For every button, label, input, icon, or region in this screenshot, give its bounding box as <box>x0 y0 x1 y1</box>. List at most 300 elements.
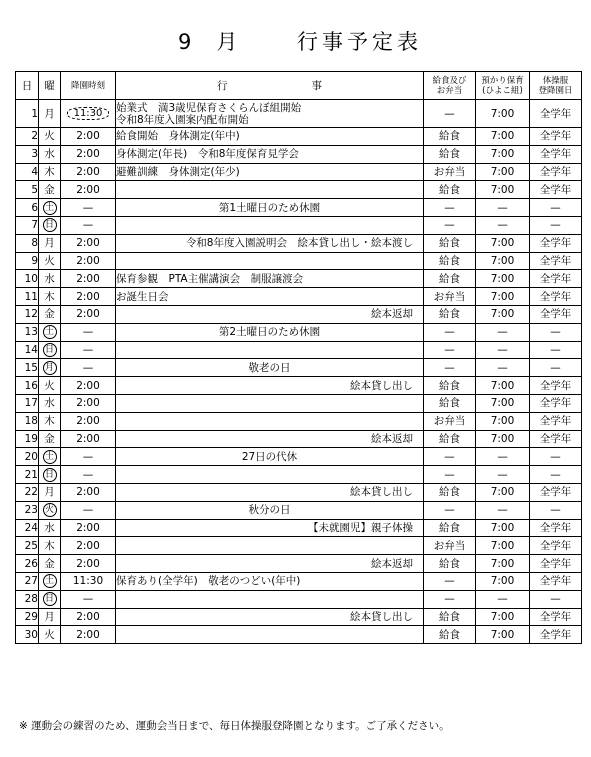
event-text: 絵本貸し出し <box>350 379 413 392</box>
weekday-label: 水 <box>44 148 55 161</box>
dismissal-time: 2:00 <box>76 628 100 641</box>
dismissal-time: 2:00 <box>76 379 100 392</box>
gym-clothes-cell: — <box>530 501 582 519</box>
weekday-cell <box>39 590 61 608</box>
table-row <box>16 181 582 199</box>
dismissal-time: — <box>82 450 94 463</box>
dismissal-time: — <box>82 593 94 606</box>
weekday-cell <box>39 181 61 199</box>
event-cell <box>116 216 424 234</box>
dismissal-time: — <box>82 219 94 232</box>
meal-cell: 給食 <box>424 234 476 252</box>
weekday-cell <box>39 519 61 537</box>
header-gym <box>530 72 582 100</box>
dismissal-time-cell <box>61 216 116 234</box>
table-row <box>16 341 582 359</box>
gym-clothes-cell: — <box>530 216 582 234</box>
meal-cell: 給食 <box>424 555 476 573</box>
weekday-cell <box>39 323 61 341</box>
dismissal-time-cell <box>61 100 116 128</box>
dismissal-time-cell <box>61 359 116 377</box>
event-text: 絵本返却 <box>371 557 413 570</box>
weekday-cell <box>39 100 61 128</box>
header-care <box>476 72 530 100</box>
weekday-label: 火 <box>44 130 55 143</box>
day-cell: 2 <box>16 128 39 146</box>
dismissal-time: 2:00 <box>76 397 100 410</box>
event-cell <box>116 483 424 501</box>
event-cell <box>116 466 424 484</box>
dismissal-time: 11:30 <box>67 107 110 120</box>
table-row <box>16 572 582 590</box>
meal-cell: — <box>424 590 476 608</box>
weekday-cell <box>39 572 61 590</box>
dismissal-time-cell <box>61 270 116 288</box>
event-cell <box>116 100 424 128</box>
day-cell: 6 <box>16 199 39 217</box>
dismissal-time-cell <box>61 128 116 146</box>
gym-clothes-cell: 全学年 <box>530 626 582 644</box>
event-cell <box>116 305 424 323</box>
header-care-line2: (ひよこ組) <box>482 85 523 96</box>
document-title <box>0 26 591 56</box>
header-care-line1: 預かり保育 <box>481 75 524 86</box>
day-cell: 12 <box>16 305 39 323</box>
meal-cell: 給食 <box>424 430 476 448</box>
event-cell <box>116 199 424 217</box>
dismissal-time: 2:00 <box>76 539 100 552</box>
day-cell: 3 <box>16 145 39 163</box>
day-cell: 24 <box>16 519 39 537</box>
table-row <box>16 323 582 341</box>
meal-cell: 給食 <box>424 128 476 146</box>
gym-clothes-cell: 全学年 <box>530 145 582 163</box>
weekday-cell <box>39 501 61 519</box>
gym-clothes-cell: 全学年 <box>530 288 582 306</box>
day-cell: 11 <box>16 288 39 306</box>
dismissal-time: — <box>82 326 94 339</box>
dismissal-time: 2:00 <box>76 521 100 534</box>
table-row <box>16 626 582 644</box>
childcare-cell: — <box>476 590 530 608</box>
day-cell: 25 <box>16 537 39 555</box>
table-row <box>16 100 582 128</box>
gym-clothes-cell: — <box>530 341 582 359</box>
table-row <box>16 555 582 573</box>
event-cell <box>116 412 424 430</box>
weekday-cell <box>39 412 61 430</box>
weekday-circled: 土 <box>43 574 57 588</box>
event-cell <box>116 626 424 644</box>
dismissal-time-cell <box>61 448 116 466</box>
childcare-cell: 7:00 <box>476 128 530 146</box>
weekday-label: 月 <box>44 486 55 499</box>
day-cell: 26 <box>16 555 39 573</box>
meal-cell: 給食 <box>424 626 476 644</box>
weekday-cell <box>39 199 61 217</box>
weekday-cell <box>39 394 61 412</box>
event-cell <box>116 341 424 359</box>
weekday-cell <box>39 252 61 270</box>
childcare-cell: 7:00 <box>476 519 530 537</box>
weekday-cell <box>39 483 61 501</box>
day-cell: 22 <box>16 483 39 501</box>
weekday-cell <box>39 555 61 573</box>
dismissal-time: 2:00 <box>76 486 100 499</box>
weekday-label: 木 <box>44 415 55 428</box>
childcare-cell: 7:00 <box>476 305 530 323</box>
weekday-cell <box>39 234 61 252</box>
event-cell <box>116 394 424 412</box>
dismissal-time-cell <box>61 572 116 590</box>
table-row <box>16 412 582 430</box>
table-row <box>16 394 582 412</box>
table-row <box>16 305 582 323</box>
dismissal-time-cell <box>61 394 116 412</box>
weekday-circled: 日 <box>43 343 57 357</box>
day-cell: 30 <box>16 626 39 644</box>
event-text: 27日の代休 <box>241 450 298 463</box>
meal-cell: お弁当 <box>424 288 476 306</box>
dismissal-time-cell <box>61 377 116 395</box>
dismissal-time: — <box>82 504 94 517</box>
dismissal-time-cell <box>61 145 116 163</box>
childcare-cell: 7:00 <box>476 555 530 573</box>
event-text: お誕生日会 <box>116 290 169 303</box>
childcare-cell: 7:00 <box>476 394 530 412</box>
event-text: 【未就園児】親子体操 <box>308 521 413 534</box>
day-cell: 10 <box>16 270 39 288</box>
gym-clothes-cell: — <box>530 590 582 608</box>
dismissal-time-cell <box>61 305 116 323</box>
event-text: 保育参観 PTA主催講演会 制服譲渡会 <box>116 272 304 285</box>
event-cell <box>116 430 424 448</box>
meal-cell: 給食 <box>424 305 476 323</box>
dismissal-time: 2:00 <box>76 165 100 178</box>
table-row <box>16 359 582 377</box>
gym-clothes-cell: 全学年 <box>530 572 582 590</box>
childcare-cell: 7:00 <box>476 377 530 395</box>
gym-clothes-cell: — <box>530 323 582 341</box>
table-row <box>16 128 582 146</box>
dismissal-time-cell <box>61 252 116 270</box>
meal-cell: 給食 <box>424 252 476 270</box>
weekday-circled: 火 <box>43 503 57 517</box>
event-cell <box>116 288 424 306</box>
day-cell: 17 <box>16 394 39 412</box>
event-cell <box>116 590 424 608</box>
meal-cell: 給食 <box>424 608 476 626</box>
event-text-line2: 令和8年度入園案内配布開始 <box>116 113 249 126</box>
day-cell: 7 <box>16 216 39 234</box>
meal-cell: 給食 <box>424 394 476 412</box>
dismissal-time: — <box>82 343 94 356</box>
weekday-circled: 土 <box>43 450 57 464</box>
table-row <box>16 216 582 234</box>
dismissal-time: 2:00 <box>76 610 100 623</box>
meal-cell: — <box>424 359 476 377</box>
childcare-cell: 7:00 <box>476 100 530 128</box>
gym-clothes-cell: 全学年 <box>530 128 582 146</box>
dismissal-time: 2:00 <box>76 432 100 445</box>
day-cell: 13 <box>16 323 39 341</box>
gym-clothes-cell: 全学年 <box>530 412 582 430</box>
weekday-cell <box>39 288 61 306</box>
day-cell: 20 <box>16 448 39 466</box>
event-cell <box>116 377 424 395</box>
title-name: 行事予定表 <box>297 30 422 54</box>
day-cell: 4 <box>16 163 39 181</box>
event-text: 敬老の日 <box>248 361 291 374</box>
gym-clothes-cell: 全学年 <box>530 377 582 395</box>
childcare-cell: — <box>476 448 530 466</box>
weekday-cell <box>39 270 61 288</box>
table-row <box>16 430 582 448</box>
gym-clothes-cell: 全学年 <box>530 270 582 288</box>
meal-cell: — <box>424 216 476 234</box>
weekday-cell <box>39 537 61 555</box>
weekday-circled: 土 <box>43 201 57 215</box>
day-cell: 21 <box>16 466 39 484</box>
childcare-cell: 7:00 <box>476 412 530 430</box>
event-text: 絵本貸し出し <box>350 610 413 623</box>
table-row <box>16 537 582 555</box>
day-cell: 27 <box>16 572 39 590</box>
header-gym-line1: 体操服 <box>542 75 569 86</box>
event-cell <box>116 519 424 537</box>
table-row <box>16 163 582 181</box>
weekday-circled: 月 <box>43 361 57 375</box>
day-cell: 18 <box>16 412 39 430</box>
dismissal-time-cell <box>61 626 116 644</box>
childcare-cell: 7:00 <box>476 145 530 163</box>
footnote: ※ 運動会の練習のため、運動会当日まで、毎日体操服登降園となります。ご了承ください。 <box>19 720 450 732</box>
dismissal-time-cell <box>61 288 116 306</box>
dismissal-time-cell <box>61 555 116 573</box>
meal-cell: — <box>424 448 476 466</box>
header-event: 行 事 <box>116 72 424 100</box>
weekday-label: 金 <box>44 308 55 321</box>
event-text: 保育あり(全学年) 敬老のつどい(年中) <box>116 575 301 588</box>
event-text: 令和8年度入園説明会 絵本貸し出し・絵本渡し <box>185 237 413 250</box>
weekday-cell <box>39 626 61 644</box>
weekday-circled: 土 <box>43 325 57 339</box>
weekday-label: 月 <box>44 610 55 623</box>
event-cell <box>116 608 424 626</box>
event-cell <box>116 323 424 341</box>
dismissal-time: 11:30 <box>72 575 104 588</box>
dismissal-time: 2:00 <box>76 237 100 250</box>
childcare-cell: — <box>476 501 530 519</box>
weekday-cell <box>39 466 61 484</box>
gym-clothes-cell: — <box>530 448 582 466</box>
meal-cell: — <box>424 501 476 519</box>
dismissal-time: 2:00 <box>76 130 100 143</box>
event-cell <box>116 145 424 163</box>
weekday-cell <box>39 163 61 181</box>
weekday-label: 金 <box>44 557 55 570</box>
meal-cell: — <box>424 341 476 359</box>
table-row <box>16 483 582 501</box>
title-month: 9 月 <box>178 30 240 54</box>
event-cell <box>116 181 424 199</box>
meal-cell: — <box>424 199 476 217</box>
weekday-circled: 日 <box>43 592 57 606</box>
weekday-cell <box>39 377 61 395</box>
event-cell <box>116 501 424 519</box>
event-cell <box>116 128 424 146</box>
weekday-cell <box>39 430 61 448</box>
gym-clothes-cell: 全学年 <box>530 519 582 537</box>
day-cell: 1 <box>16 100 39 128</box>
gym-clothes-cell: — <box>530 199 582 217</box>
table-row <box>16 590 582 608</box>
childcare-cell: — <box>476 216 530 234</box>
table-row <box>16 199 582 217</box>
day-cell: 23 <box>16 501 39 519</box>
dismissal-time-cell <box>61 537 116 555</box>
childcare-cell: 7:00 <box>476 483 530 501</box>
dismissal-time-cell <box>61 199 116 217</box>
weekday-cell <box>39 216 61 234</box>
table-row <box>16 519 582 537</box>
gym-clothes-cell: 全学年 <box>530 234 582 252</box>
day-cell: 29 <box>16 608 39 626</box>
weekday-cell <box>39 305 61 323</box>
meal-cell: 給食 <box>424 270 476 288</box>
childcare-cell: 7:00 <box>476 234 530 252</box>
meal-cell: 給食 <box>424 377 476 395</box>
gym-clothes-cell: 全学年 <box>530 483 582 501</box>
gym-clothes-cell: 全学年 <box>530 430 582 448</box>
day-cell: 16 <box>16 377 39 395</box>
gym-clothes-cell: 全学年 <box>530 394 582 412</box>
childcare-cell: 7:00 <box>476 572 530 590</box>
weekday-label: 火 <box>44 379 55 392</box>
dismissal-time-cell <box>61 466 116 484</box>
dismissal-time: 2:00 <box>76 415 100 428</box>
table-row <box>16 234 582 252</box>
gym-clothes-cell: — <box>530 466 582 484</box>
dismissal-time-cell <box>61 163 116 181</box>
weekday-label: 月 <box>44 237 55 250</box>
dismissal-time-cell <box>61 590 116 608</box>
weekday-cell <box>39 448 61 466</box>
dismissal-time: — <box>82 201 94 214</box>
day-cell: 14 <box>16 341 39 359</box>
dismissal-time-cell <box>61 519 116 537</box>
weekday-label: 金 <box>44 183 55 196</box>
meal-cell: お弁当 <box>424 163 476 181</box>
meal-cell: 給食 <box>424 181 476 199</box>
event-text: 第1土曜日のため休園 <box>218 201 321 214</box>
weekday-label: 火 <box>44 254 55 267</box>
day-cell: 28 <box>16 590 39 608</box>
weekday-label: 木 <box>44 290 55 303</box>
weekday-label: 水 <box>44 272 55 285</box>
meal-cell: — <box>424 466 476 484</box>
event-cell <box>116 234 424 252</box>
event-cell <box>116 448 424 466</box>
event-cell <box>116 252 424 270</box>
table-row <box>16 377 582 395</box>
childcare-cell: 7:00 <box>476 181 530 199</box>
meal-cell: — <box>424 100 476 128</box>
day-cell: 5 <box>16 181 39 199</box>
event-text: 秋分の日 <box>248 504 291 517</box>
dismissal-time-cell <box>61 341 116 359</box>
event-cell <box>116 537 424 555</box>
event-text: 身体測定(年長) 令和8年度保育見学会 <box>116 148 299 161</box>
childcare-cell: — <box>476 323 530 341</box>
event-text: 絵本返却 <box>371 432 413 445</box>
childcare-cell: 7:00 <box>476 288 530 306</box>
weekday-cell <box>39 128 61 146</box>
weekday-cell <box>39 341 61 359</box>
childcare-cell: 7:00 <box>476 252 530 270</box>
header-day: 日 <box>16 72 39 100</box>
table-row <box>16 501 582 519</box>
gym-clothes-cell: 全学年 <box>530 608 582 626</box>
meal-cell: お弁当 <box>424 412 476 430</box>
dismissal-time-cell <box>61 412 116 430</box>
dismissal-time-cell <box>61 323 116 341</box>
meal-cell: 給食 <box>424 519 476 537</box>
event-cell <box>116 270 424 288</box>
weekday-circled: 日 <box>43 218 57 232</box>
weekday-cell <box>39 359 61 377</box>
table-row <box>16 608 582 626</box>
event-cell <box>116 163 424 181</box>
childcare-cell: — <box>476 199 530 217</box>
dismissal-time-cell <box>61 181 116 199</box>
event-text: 絵本返却 <box>371 308 413 321</box>
gym-clothes-cell: 全学年 <box>530 537 582 555</box>
table-row <box>16 448 582 466</box>
gym-clothes-cell: 全学年 <box>530 252 582 270</box>
weekday-circled: 日 <box>43 468 57 482</box>
dismissal-time-cell <box>61 430 116 448</box>
weekday-label: 木 <box>44 539 55 552</box>
meal-cell: — <box>424 572 476 590</box>
dismissal-time: 2:00 <box>76 272 100 285</box>
header-dow: 曜 <box>39 72 61 100</box>
gym-clothes-cell: 全学年 <box>530 555 582 573</box>
gym-clothes-cell: — <box>530 359 582 377</box>
gym-clothes-cell: 全学年 <box>530 163 582 181</box>
weekday-label: 水 <box>44 397 55 410</box>
day-cell: 19 <box>16 430 39 448</box>
childcare-cell: — <box>476 341 530 359</box>
gym-clothes-cell: 全学年 <box>530 100 582 128</box>
dismissal-time: — <box>82 468 94 481</box>
gym-clothes-cell: 全学年 <box>530 181 582 199</box>
table-row <box>16 270 582 288</box>
event-text: 避難訓練 身体測定(年少) <box>116 165 240 178</box>
schedule-table <box>15 71 582 644</box>
table-row <box>16 145 582 163</box>
header-row <box>16 72 582 100</box>
event-text: 第2土曜日のため休園 <box>218 326 321 339</box>
dismissal-time: 2:00 <box>76 254 100 267</box>
childcare-cell: — <box>476 359 530 377</box>
dismissal-time-cell <box>61 501 116 519</box>
day-cell: 9 <box>16 252 39 270</box>
header-gym-line2: 登降園日 <box>538 85 573 96</box>
childcare-cell: — <box>476 466 530 484</box>
weekday-label: 月 <box>44 107 55 120</box>
event-cell <box>116 359 424 377</box>
